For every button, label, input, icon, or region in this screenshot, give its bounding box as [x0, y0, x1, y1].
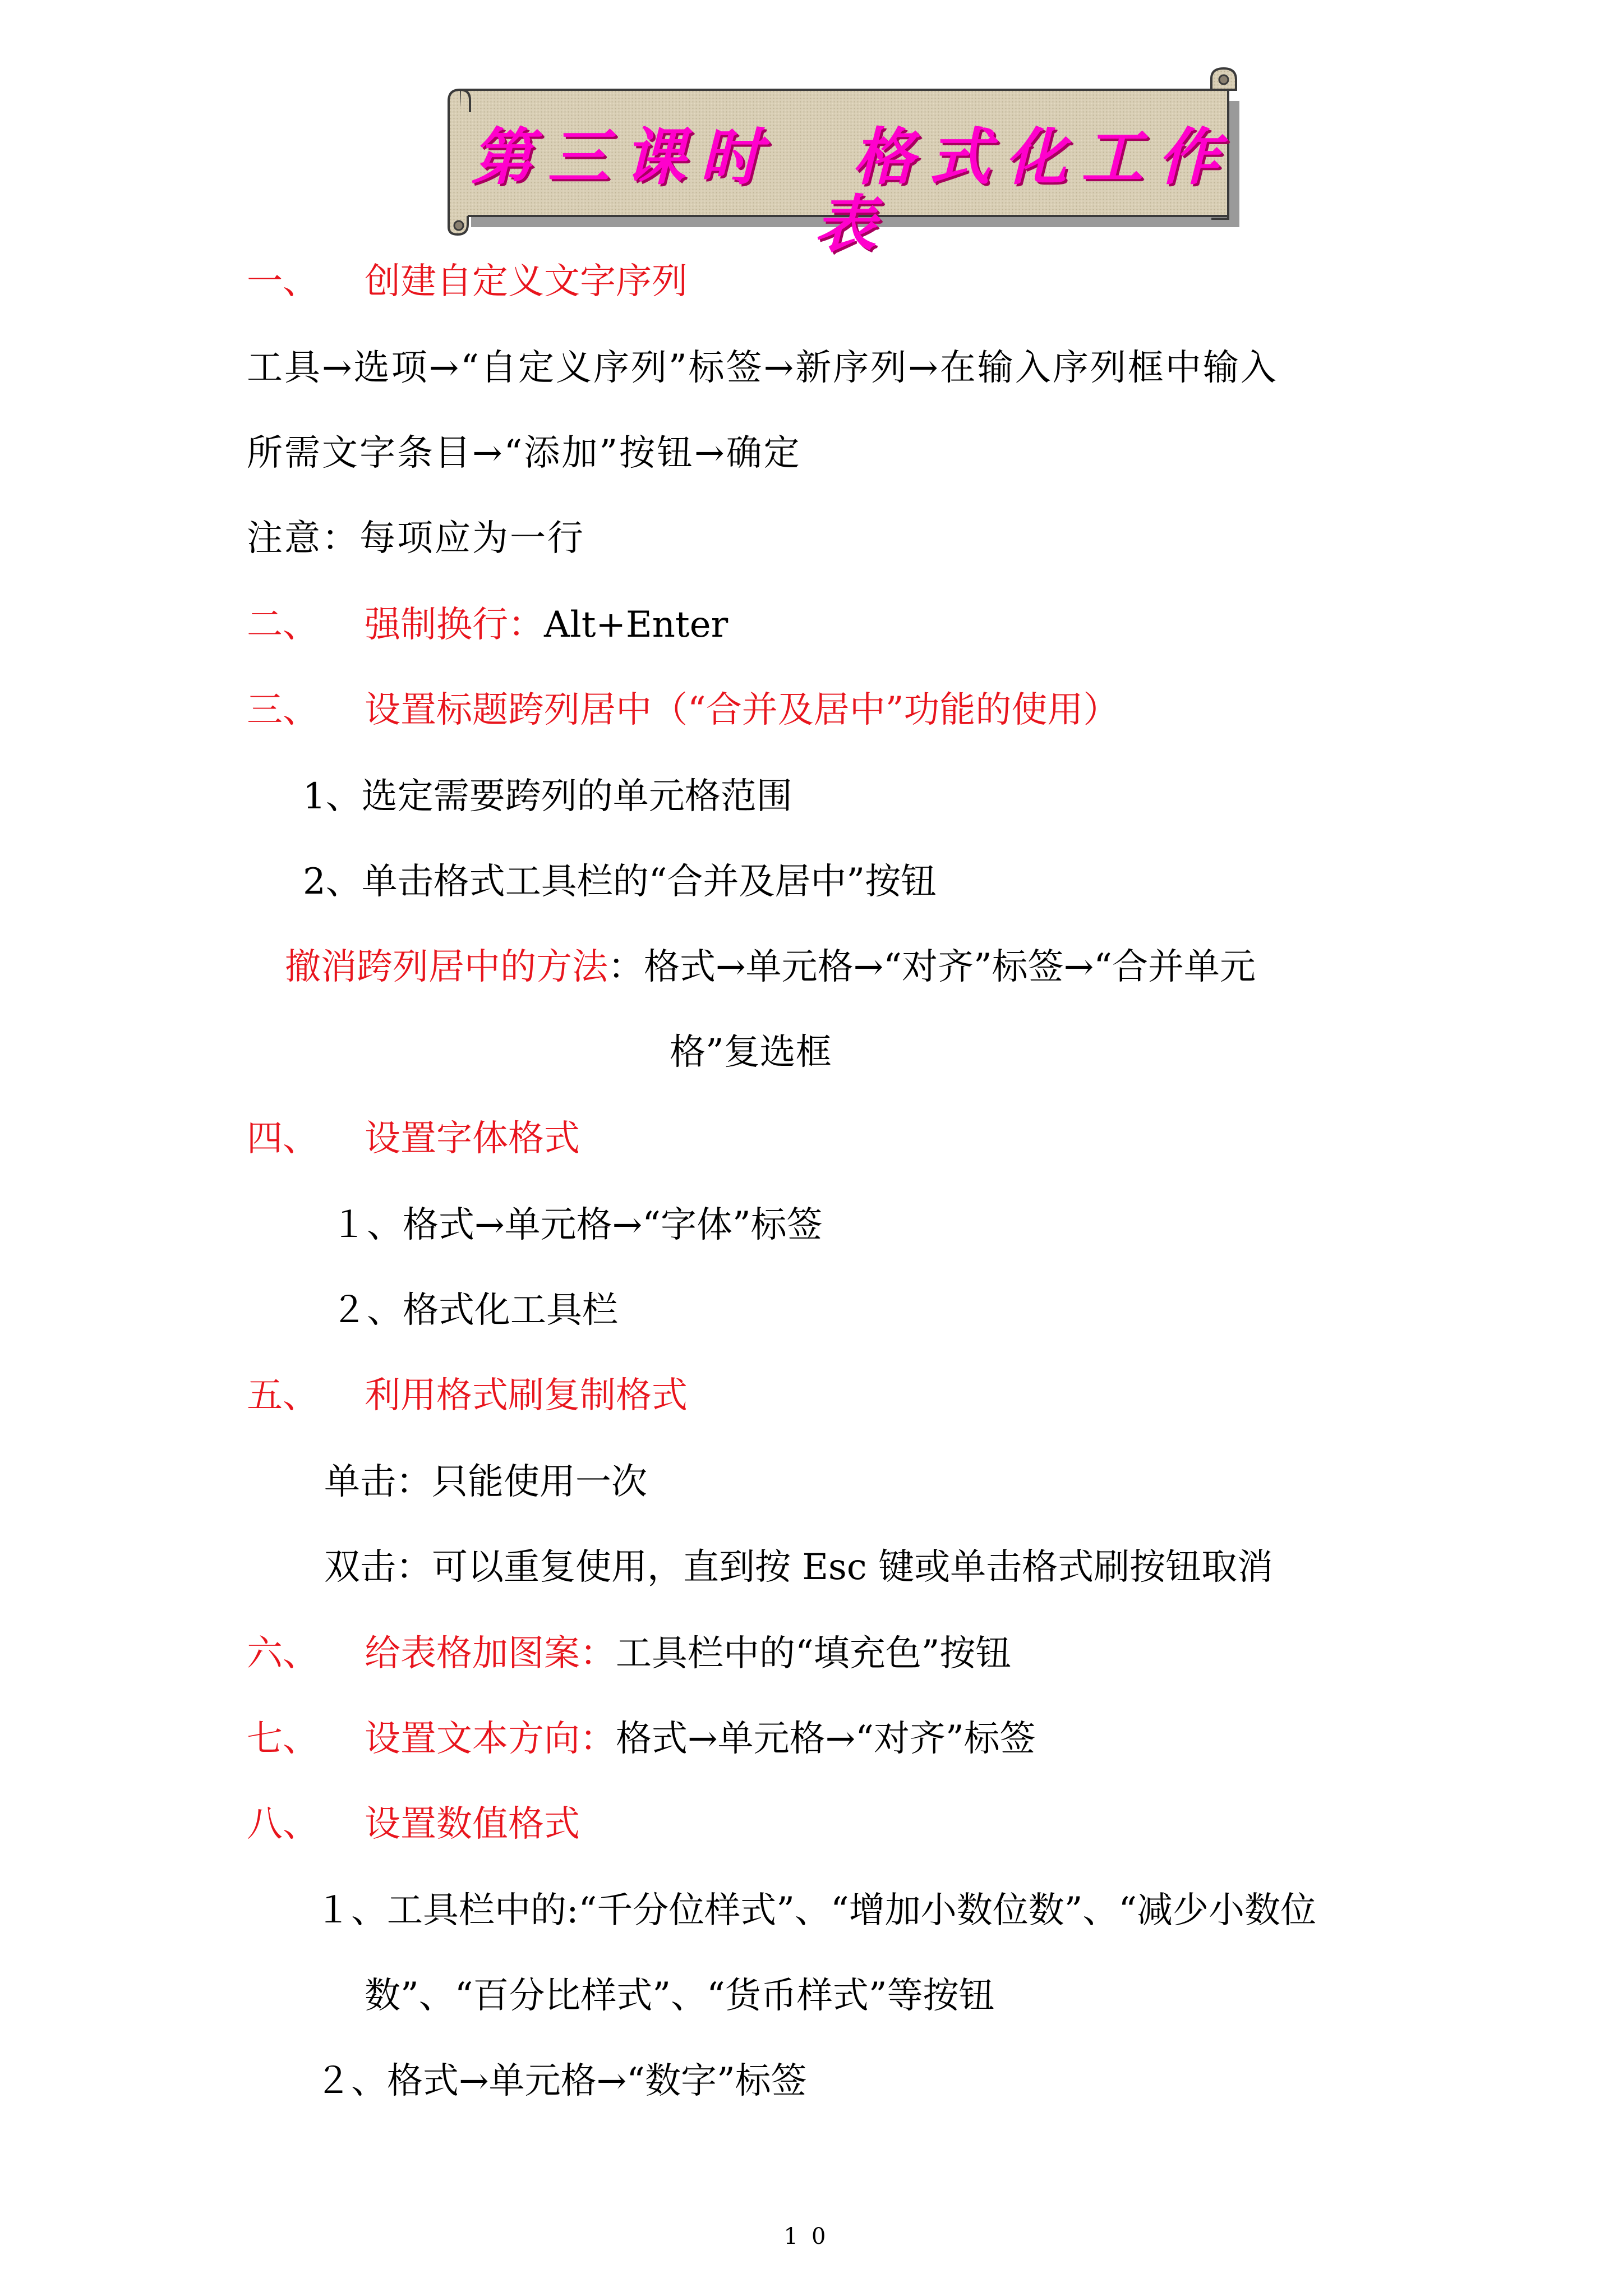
section-number: 六、	[247, 1633, 319, 1674]
title-banner	[443, 67, 1262, 260]
section-text: 格式→单元格→“对齐”标签	[616, 1718, 1036, 1760]
section-title: 设置字体格式	[365, 1118, 580, 1159]
section-title: 设置文本方向：	[365, 1718, 616, 1760]
section-number: 五、	[247, 1375, 319, 1416]
step-line: 2、单击格式工具栏的“合并及居中”按钮	[303, 861, 937, 903]
step-line-cont: 数”、“百分比样式”、“货币样式”等按钮	[365, 1975, 995, 2017]
section-number: 七、	[247, 1718, 319, 1760]
method-text: ：格式→单元格→“对齐”标签→“合并单元	[608, 946, 1256, 988]
section-heading-8	[247, 1802, 580, 1847]
section-heading-2	[247, 602, 728, 647]
section-heading-3	[247, 688, 1119, 733]
section-number: 二、	[247, 604, 319, 646]
body-line: 双击：可以重复使用，直到按 Esc 键或单击格式刷按钮取消	[324, 1547, 1274, 1588]
section-heading-1	[247, 259, 688, 304]
section-number: 八、	[247, 1803, 319, 1845]
section-heading-6	[247, 1631, 1011, 1676]
page-number: 10	[783, 2224, 840, 2249]
method-line-cont: 格”复选框	[670, 1032, 832, 1073]
section-title: 给表格加图案：	[365, 1633, 616, 1674]
method-line	[285, 945, 1256, 990]
note-line: 注意：每项应为一行	[247, 518, 585, 559]
body-line: 工具→选项→“自定义序列”标签→新序列→在输入序列框中输入	[247, 347, 1278, 389]
section-title: 设置数值格式	[365, 1803, 580, 1845]
step-line: ２、格式→单元格→“数字”标签	[315, 2060, 807, 2102]
lesson-title: 第三课时 格式化工作表	[471, 121, 1234, 260]
section-heading-7	[247, 1717, 1036, 1761]
body-line: 所需文字条目→“添加”按钮→确定	[247, 432, 801, 474]
section-heading-5	[247, 1373, 688, 1418]
shortcut-text: Alt+Enter	[544, 604, 728, 646]
method-label: 撤消跨列居中的方法	[285, 946, 608, 988]
section-title: 利用格式刷复制格式	[365, 1375, 688, 1416]
section-number: 三、	[247, 689, 319, 731]
section-title: 强制换行：	[365, 604, 544, 646]
section-text: 工具栏中的“填充色”按钮	[616, 1633, 1012, 1674]
section-number: 一、	[247, 261, 319, 302]
step-line: １、工具栏中的:“千分位样式”、“增加小数位数”、“减少小数位	[315, 1890, 1317, 1931]
section-title: 设置标题跨列居中（“合并及居中”功能的使用）	[365, 689, 1119, 731]
section-number: 四、	[247, 1118, 319, 1159]
step-line: ２、格式化工具栏	[331, 1290, 618, 1331]
step-line: １、格式→单元格→“字体”标签	[331, 1204, 823, 1246]
section-heading-4	[247, 1116, 580, 1161]
step-line: 1、选定需要跨列的单元格范围	[303, 776, 792, 817]
section-title: 创建自定义文字序列	[365, 261, 688, 302]
body-line: 单击：只能使用一次	[324, 1461, 647, 1503]
